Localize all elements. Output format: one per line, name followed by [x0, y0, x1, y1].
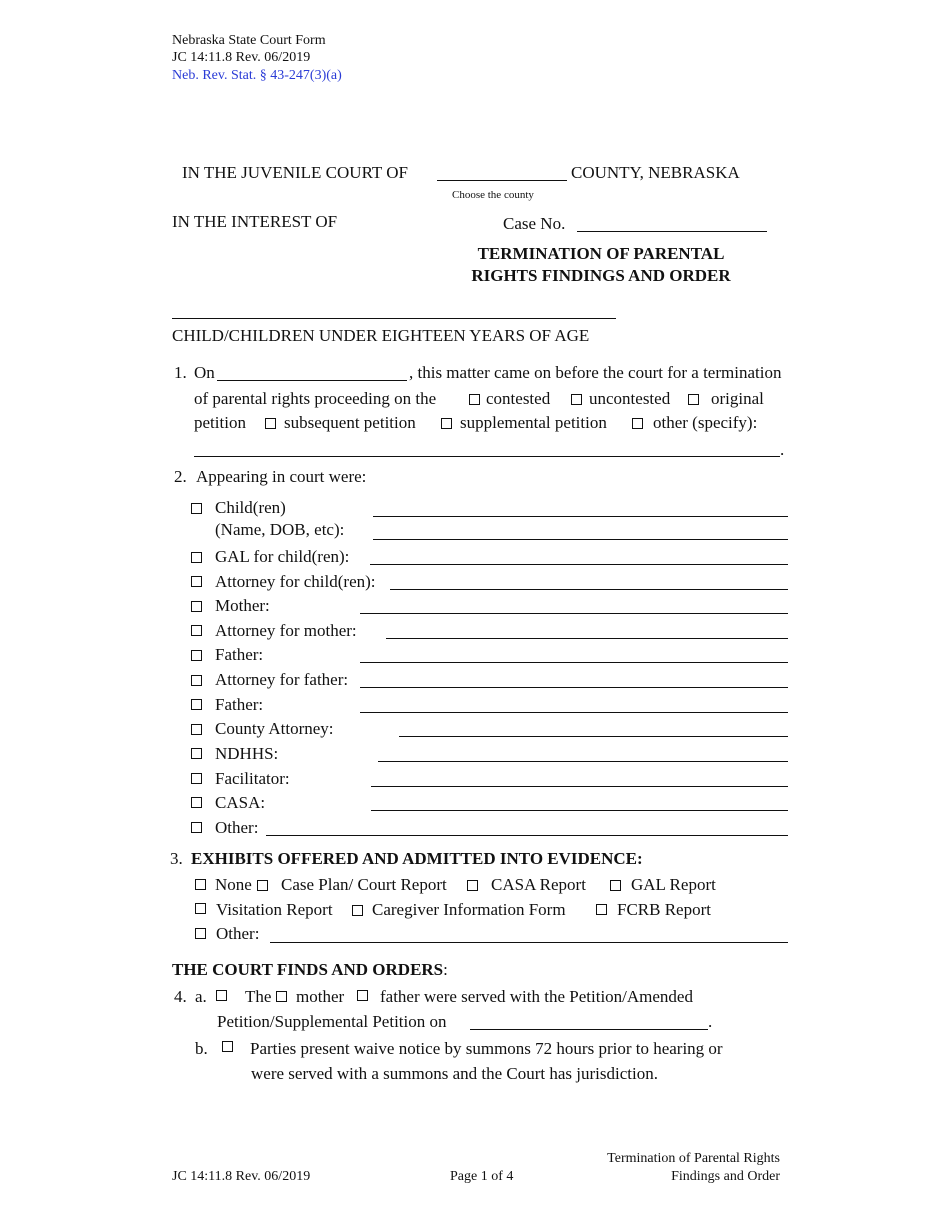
supplemental-petition-label: supplemental petition	[460, 413, 607, 432]
contested-label: contested	[486, 389, 551, 408]
attorney-mother-field[interactable]	[386, 638, 788, 639]
facilitator-label: Facilitator:	[215, 769, 290, 788]
court-prefix: IN THE JUVENILE COURT OF	[182, 163, 408, 182]
attorney-child-field[interactable]	[390, 589, 788, 590]
county-attorney-field[interactable]	[399, 736, 788, 737]
exhibit-caregiver-checkbox[interactable]	[352, 905, 363, 916]
attorney-mother-checkbox[interactable]	[191, 625, 202, 636]
findings-colon: :	[443, 960, 448, 979]
child-info-field-2[interactable]	[373, 539, 788, 540]
finding4a-father-text: father were served with the Petition/Amended	[380, 987, 693, 1006]
gal-checkbox[interactable]	[191, 552, 202, 563]
section2-number: 2.	[174, 467, 187, 486]
findings-title: THE COURT FINDS AND ORDERS	[172, 960, 444, 979]
finding4b-line1: Parties present waive notice by summons 72 hours prior to hearing or	[250, 1039, 723, 1058]
findings-heading	[172, 960, 448, 980]
section1-text1: , this matter came on before the court for a termination	[409, 363, 782, 382]
exhibit-fcrb-label: FCRB Report	[617, 900, 711, 919]
gal-label: GAL for child(ren):	[215, 547, 350, 566]
finding4a-label: a.	[195, 987, 207, 1006]
father-label: Father:	[215, 645, 264, 664]
other-appearance-checkbox[interactable]	[191, 822, 202, 833]
father-2-label: Father:	[215, 695, 264, 714]
exhibit-gal-checkbox[interactable]	[610, 880, 621, 891]
section1-period: .	[780, 440, 785, 459]
facilitator-field[interactable]	[371, 786, 788, 787]
exhibit-visitation-label: Visitation Report	[216, 900, 333, 919]
footer-title-line1: Termination of Parental Rights	[607, 1151, 780, 1166]
finding4a-petition-line: Petition/Supplemental Petition on	[217, 1012, 447, 1031]
exhibit-none-label: None	[215, 875, 252, 894]
exhibit-caregiver-label: Caregiver Information Form	[372, 900, 566, 919]
ndhhs-label: NDHHS:	[215, 744, 279, 763]
section2-title: Appearing in court were:	[196, 467, 367, 486]
finding4b-label: b.	[195, 1039, 208, 1058]
finding4-number: 4.	[174, 987, 187, 1006]
footer-form-id: JC 14:11.8 Rev. 06/2019	[172, 1169, 311, 1184]
document-title-line2: RIGHTS FINDINGS AND ORDER	[471, 266, 731, 285]
exhibit-casa-checkbox[interactable]	[467, 880, 478, 891]
contested-checkbox[interactable]	[469, 394, 480, 405]
finding4a-mother-checkbox[interactable]	[276, 991, 287, 1002]
casa-checkbox[interactable]	[191, 797, 202, 808]
form-id: JC 14:11.8 Rev. 06/2019	[172, 50, 311, 65]
father-2-field[interactable]	[360, 712, 788, 713]
case-no-label: Case No.	[503, 214, 566, 233]
county-attorney-label: County Attorney:	[215, 719, 334, 738]
attorney-child-label: Attorney for child(ren):	[215, 572, 376, 591]
supplemental-petition-checkbox[interactable]	[441, 418, 452, 429]
section3-title: EXHIBITS OFFERED AND ADMITTED INTO EVIDENCE:	[191, 849, 643, 868]
hearing-date-field[interactable]	[217, 380, 407, 381]
ndhhs-field[interactable]	[378, 761, 788, 762]
finding4a-mother-label: mother	[296, 987, 345, 1006]
other-specify-field[interactable]	[194, 456, 780, 457]
statute-link[interactable]: Neb. Rev. Stat. § 43-247(3)(a)	[172, 68, 342, 83]
other-petition-label: other (specify):	[653, 413, 758, 432]
original-label: original	[711, 389, 764, 408]
mother-checkbox[interactable]	[191, 601, 202, 612]
ndhhs-checkbox[interactable]	[191, 748, 202, 759]
uncontested-label: uncontested	[589, 389, 671, 408]
finding4a-father-checkbox[interactable]	[357, 990, 368, 1001]
exhibit-none-checkbox[interactable]	[195, 879, 206, 890]
county-hint: Choose the county	[452, 189, 534, 201]
attorney-father-label: Attorney for father:	[215, 670, 349, 689]
casa-field[interactable]	[371, 810, 788, 811]
served-date-field[interactable]	[470, 1029, 708, 1030]
finding4b-line2: were served with a summons and the Court has jurisdiction.	[251, 1064, 658, 1083]
uncontested-checkbox[interactable]	[571, 394, 582, 405]
interest-of-label: IN THE INTEREST OF	[172, 212, 338, 231]
document-title-line1: TERMINATION OF PARENTAL	[477, 244, 725, 263]
court-suffix: COUNTY, NEBRASKA	[571, 163, 740, 182]
exhibit-gal-label: GAL Report	[631, 875, 716, 894]
attorney-child-checkbox[interactable]	[191, 576, 202, 587]
mother-label: Mother:	[215, 596, 270, 615]
original-checkbox[interactable]	[688, 394, 699, 405]
child-checkbox[interactable]	[191, 503, 202, 514]
attorney-father-field[interactable]	[360, 687, 788, 688]
subsequent-petition-label: subsequent petition	[284, 413, 416, 432]
on-label: On	[194, 363, 215, 382]
child-label-line1: Child(ren)	[215, 498, 286, 517]
gal-field[interactable]	[370, 564, 788, 565]
finding4a-the: The	[245, 987, 272, 1006]
exhibit-casa-label: CASA Report	[491, 875, 586, 894]
exhibit-other-checkbox[interactable]	[195, 928, 206, 939]
finding4a-period: .	[708, 1012, 713, 1031]
father-field[interactable]	[360, 662, 788, 663]
attorney-father-checkbox[interactable]	[191, 675, 202, 686]
exhibit-case-plan-label: Case Plan/ Court Report	[281, 875, 447, 894]
county-field[interactable]	[437, 180, 567, 181]
other-appearance-label: Other:	[215, 818, 259, 837]
casa-label: CASA:	[215, 793, 266, 812]
finding4b-checkbox[interactable]	[222, 1041, 233, 1052]
attorney-mother-label: Attorney for mother:	[215, 621, 357, 640]
exhibit-visitation-checkbox[interactable]	[195, 903, 206, 914]
mother-field[interactable]	[360, 613, 788, 614]
footer-page-number: Page 1 of 4	[450, 1169, 514, 1184]
father-2-checkbox[interactable]	[191, 699, 202, 710]
exhibit-fcrb-checkbox[interactable]	[596, 904, 607, 915]
exhibit-other-field[interactable]	[270, 942, 788, 943]
footer-title-line2: Findings and Order	[671, 1169, 780, 1184]
child-info-field-1[interactable]	[373, 516, 788, 517]
county-attorney-checkbox[interactable]	[191, 724, 202, 735]
exhibit-other-label: Other:	[216, 924, 260, 943]
section3-number: 3.	[170, 849, 183, 868]
other-petition-checkbox[interactable]	[632, 418, 643, 429]
exhibit-case-plan-checkbox[interactable]	[257, 880, 268, 891]
finding4a-checkbox[interactable]	[216, 990, 227, 1001]
subsequent-petition-checkbox[interactable]	[265, 418, 276, 429]
case-no-field[interactable]	[577, 231, 767, 232]
father-checkbox[interactable]	[191, 650, 202, 661]
section1-number: 1.	[174, 363, 187, 382]
other-appearance-field[interactable]	[266, 835, 788, 836]
section1-text2: of parental rights proceeding on the	[194, 389, 437, 408]
child-label: CHILD/CHILDREN UNDER EIGHTEEN YEARS OF AGE	[172, 326, 590, 345]
child-name-field[interactable]	[172, 318, 616, 319]
petition-label: petition	[194, 413, 246, 432]
child-label-line2: (Name, DOB, etc):	[215, 520, 345, 539]
form-source: Nebraska State Court Form	[172, 33, 326, 48]
facilitator-checkbox[interactable]	[191, 773, 202, 784]
